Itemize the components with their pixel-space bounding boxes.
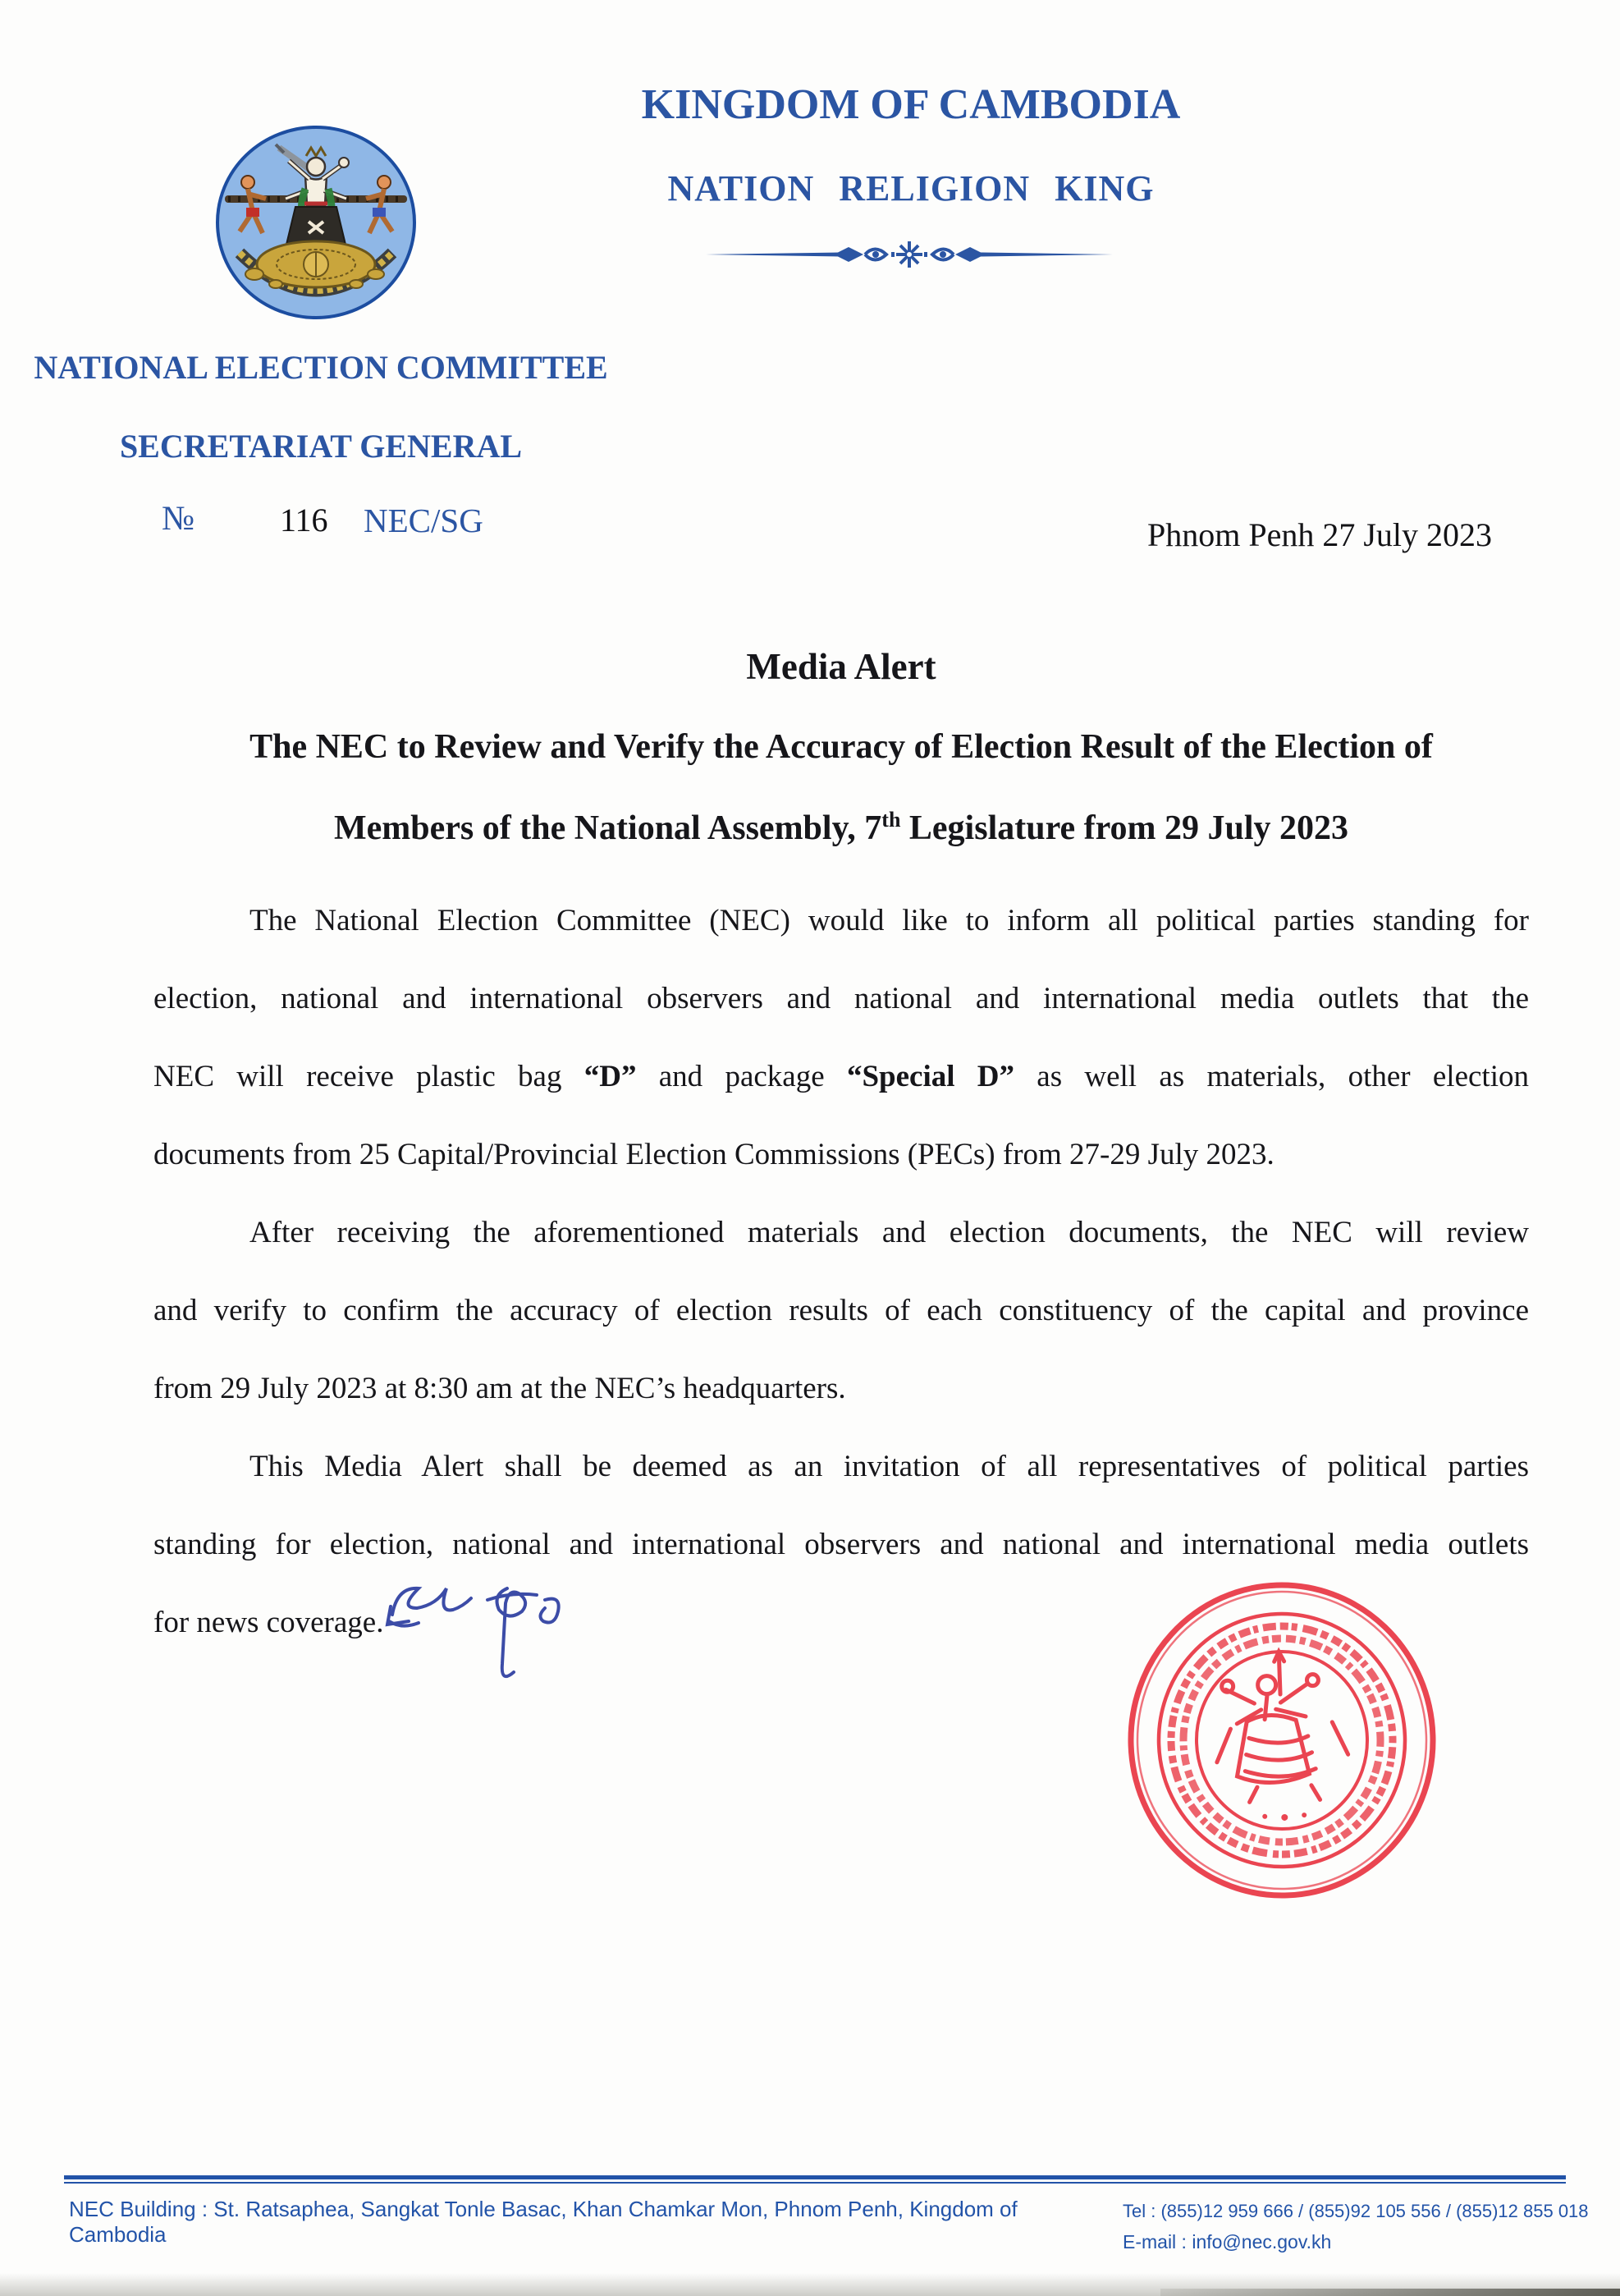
bag-d-label: “D” — [583, 1060, 637, 1093]
reference-number-symbol: № — [162, 500, 195, 538]
paragraph1-line3 — [153, 1038, 1529, 1116]
paragraph1-line3-text: as well as materials, other election — [1014, 1060, 1529, 1093]
paragraph1-line4: documents from 25 Capital/Provincial Election Commissions (PECs) from 27-29 July 2023. — [153, 1138, 1274, 1171]
ornamental-divider-icon — [704, 236, 1114, 277]
letter-body — [153, 882, 1529, 1661]
footer-divider — [64, 2175, 1566, 2184]
place-and-date: Phnom Penh 27 July 2023 — [1147, 516, 1493, 553]
scan-dark-edge — [1160, 2289, 1620, 2296]
paragraph3-line3: for news coverage. — [153, 1606, 384, 1639]
document-subtitle-line2 — [153, 808, 1529, 848]
paragraph1-line2: election, national and international observers and national and international media outlets that the — [153, 982, 1529, 1015]
special-d-label: “Special D” — [846, 1060, 1014, 1093]
paragraph2-line1: After receiving the aforementioned materials and election documents, the NEC will review — [249, 1216, 1529, 1249]
committee-name: NATIONAL ELECTION COMMITTEE — [34, 349, 608, 386]
secretariat-name: SECRETARIAT GENERAL — [119, 428, 523, 465]
footer-email: E-mail : info@nec.gov.kh — [1123, 2231, 1332, 2252]
footer-telephone: Tel : (855)12 959 666 / (855)92 105 556 / (855)12 855 018 — [1123, 2201, 1589, 2221]
document-title: Media Alert — [746, 646, 936, 687]
paragraph3-line1: This Media Alert shall be deemed as an invitation of all representatives of political parties — [249, 1450, 1529, 1483]
paragraph2-line3: from 29 July 2023 at 8:30 am at the NEC’s headquarters. — [153, 1372, 846, 1405]
paragraph3-line2: standing for election, national and international observers and national and international media outlets — [153, 1528, 1529, 1561]
paragraph1-line3-text: NEC will receive plastic bag — [153, 1060, 584, 1093]
reference-number-value: 116 — [280, 502, 328, 538]
subtitle-line2-text: Members of the National Assembly, 7 — [333, 809, 882, 847]
paragraph1-line1: The National Election Committee (NEC) would like to inform all political parties standing for — [249, 904, 1529, 937]
signature-initials-icon — [384, 1564, 565, 1712]
document-subtitle-line1: The NEC to Review and Verify the Accuracy of Election Result of the Election of — [249, 728, 1433, 766]
paragraph2-line2: and verify to confirm the accuracy of election results of each constituency of the capital and province — [153, 1294, 1529, 1327]
reference-number-suffix: NEC/SG — [364, 502, 483, 539]
kingdom-title: KINGDOM OF CAMBODIA — [641, 81, 1181, 128]
paragraph1-line3-text: and package — [636, 1060, 847, 1093]
national-motto: NATION RELIGION KING — [667, 168, 1155, 209]
subtitle-line2-tail: Legislature from 29 July 2023 — [900, 809, 1348, 847]
ordinal-superscript: th — [881, 808, 901, 832]
nec-emblem-icon — [212, 123, 420, 328]
footer-address: NEC Building : St. Ratsaphea, Sangkat Tonle Basac, Khan Chamkar Mon, Phnom Penh, Kingdom of Cambodia — [69, 2197, 1018, 2247]
nec-red-seal-icon — [1124, 1579, 1439, 1905]
